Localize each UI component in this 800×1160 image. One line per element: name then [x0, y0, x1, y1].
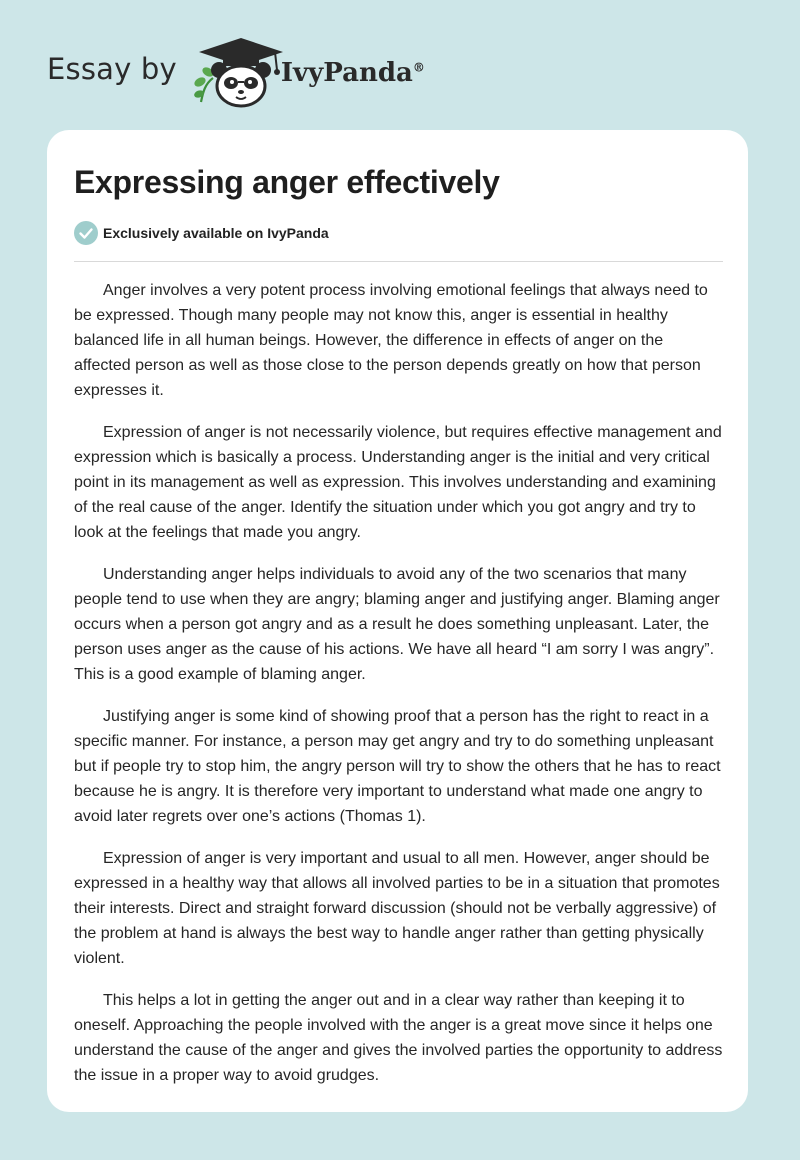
check-circle-icon	[74, 221, 98, 245]
exclusive-badge-label: Exclusively available on IvyPanda	[103, 225, 329, 241]
essay-card	[47, 130, 748, 1112]
essay-title: Expressing anger effectively	[74, 164, 500, 200]
essay-paragraph: Expression of anger is not necessarily violence, but requires effective management and expression which is basically a process. Understanding anger is the initial and very critical point in its management as well as expression. This involves understanding and examining of the real cause of the anger. Identify the situation under which you got angry and try to look at the feelings that made you angry.	[74, 424, 722, 541]
essay-paragraph: Justifying anger is some kind of showing proof that a person has the right to react in a specific manner. For instance, a person may get angry and try to do something unpleasant but if people try to stop him, the angry person will try to show the others that he has to react because he is angry. It is therefore very important to understand what made one angry to avoid later regrets over one’s actions (Thomas 1).	[74, 708, 721, 825]
essay-body	[74, 278, 724, 1105]
essay-paragraph: Anger involves a very potent process involving emotional feelings that always need to be expressed. Though many people may not know this, anger is essential in healthy balanced life in all human beings. However, the difference in effects of anger on the affected person as well as those close to the person depends greatly on how that person expresses it.	[74, 282, 708, 399]
exclusive-badge	[74, 221, 329, 245]
registered-mark: ®	[412, 60, 425, 75]
essay-paragraph: Expression of anger is very important and usual to all men. However, anger should be expressed in a healthy way that allows all involved parties to be in a situation that promotes their interests. Direct and straight forward discussion (should not be verbally aggressive) of the problem at hand is always the best way to handle anger rather than getting physically violent.	[74, 850, 720, 967]
brand-name-text: IvyPanda	[280, 58, 413, 88]
essay-paragraph: Understanding anger helps individuals to avoid any of the two scenarios that many people tend to use when they are angry; blaming anger and justifying anger. Blaming anger occurs when a person got angry and as a result he does something unpleasant. Later, the person uses anger as the cause of his actions. We have all heard “I am sorry I was angry”. This is a good example of blaming anger.	[74, 566, 720, 683]
panda-graduate-icon	[191, 36, 287, 108]
essay-paragraph: This helps a lot in getting the anger out and in a clear way rather than keeping it to oneself. Approaching the people involved with the anger is a great move since it helps one understand the cause of the anger and gives the involved parties the opportunity to address the issue in a proper way to avoid grudges.	[74, 992, 723, 1084]
essay-by-label: Essay by	[47, 52, 177, 86]
brand-name	[281, 58, 425, 88]
site-header	[47, 36, 425, 108]
divider	[74, 261, 723, 262]
